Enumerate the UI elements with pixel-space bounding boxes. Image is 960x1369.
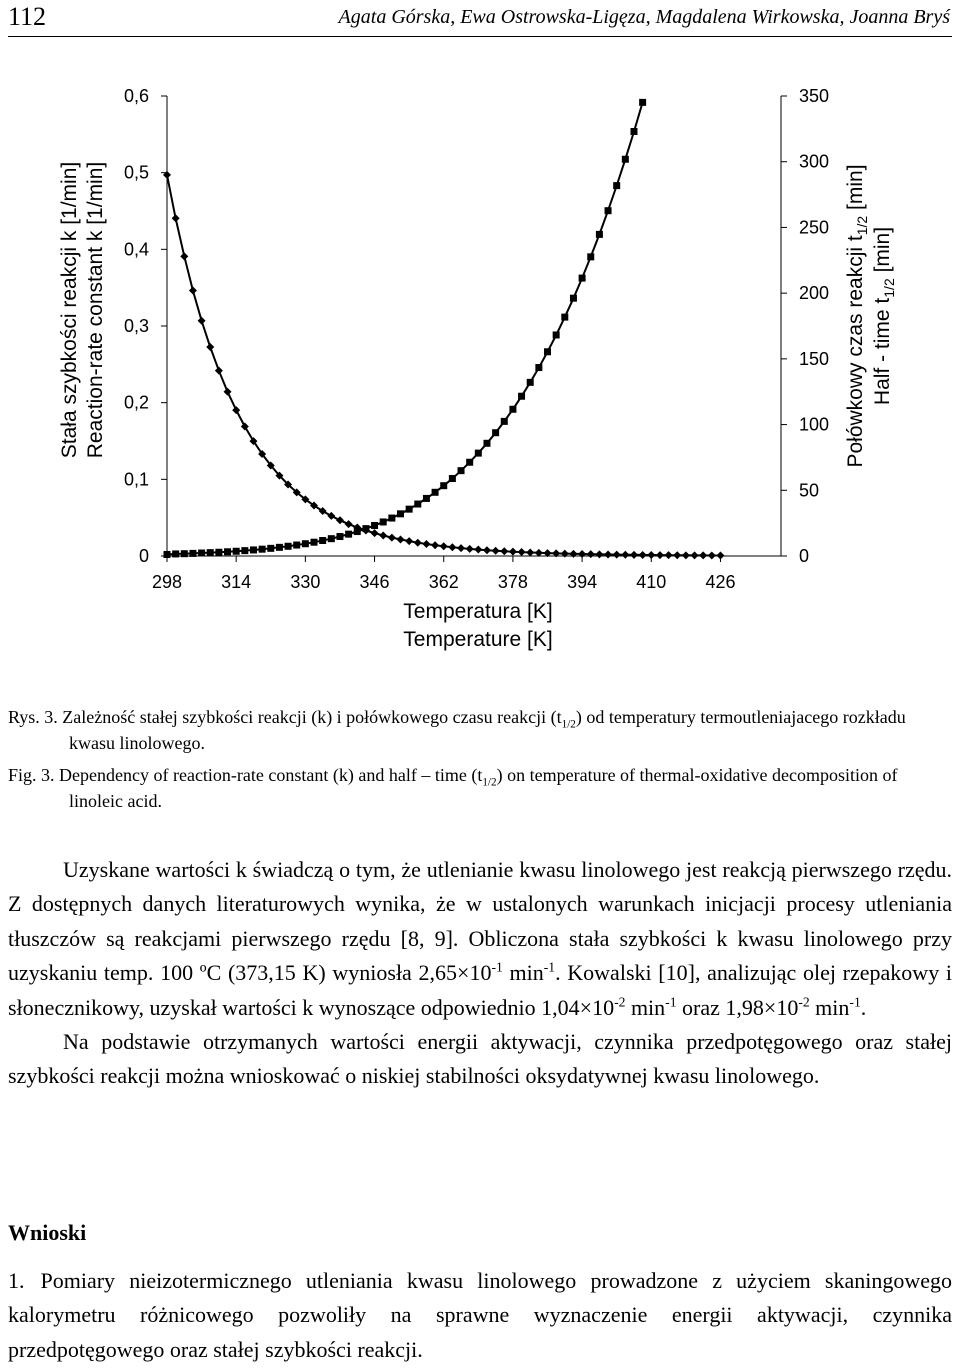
caption-pl: Rys. 3. Zależność stałej szybkości reakcji (k) i połówkowego czasu reakcji $(t_{1/2})$ od temperatury termoutleniajacego rozkładu kwasu linolowego. (8, 707, 906, 753)
square-marker (285, 543, 292, 550)
diamond-marker (345, 520, 353, 528)
square-marker (440, 482, 447, 489)
x-tick-label: 378 (497, 572, 528, 592)
x-tick-label: 330 (290, 572, 321, 592)
y-right-tick-label: 0 (799, 546, 810, 566)
diamond-marker (440, 542, 448, 550)
diamond-marker (587, 550, 595, 558)
conclusion-item (8, 1264, 952, 1367)
square-marker (596, 231, 603, 238)
diamond-marker (708, 551, 716, 559)
square-marker (328, 535, 335, 542)
diamond-marker (578, 550, 586, 558)
diamond-marker (630, 551, 638, 559)
square-marker (164, 551, 171, 558)
square-marker (276, 544, 283, 551)
running-authors: Agata Górska, Ewa Ostrowska-Ligęza, Magdalena Wirkowska, Joanna Bryś (338, 6, 950, 28)
series-markers (163, 99, 724, 560)
right-y-axis-label-en: Half - time $t_{1/2}$ [min] (871, 226, 897, 406)
diamond-marker (691, 551, 699, 559)
square-marker (492, 429, 499, 436)
square-marker (267, 545, 274, 552)
diamond-marker (198, 317, 206, 325)
section-heading: Wnioski (8, 1220, 87, 1245)
diamond-marker (172, 214, 180, 222)
chart-axes (167, 96, 781, 556)
x-tick-label: 298 (151, 572, 183, 592)
square-marker (605, 207, 612, 214)
diamond-marker (656, 551, 664, 559)
body-text (8, 853, 952, 1094)
y-left-tick-label: 0,6 (123, 86, 149, 106)
square-marker (293, 542, 300, 549)
diamond-marker (379, 531, 387, 539)
square-marker (181, 550, 188, 557)
tick-labels (124, 86, 829, 592)
square-marker (233, 548, 240, 555)
y-left-tick-label: 0,5 (123, 162, 149, 183)
square-marker (527, 379, 534, 386)
square-marker (406, 506, 413, 513)
y-left-tick-label: 0,3 (123, 316, 149, 336)
y-left-tick-label: 0 (138, 546, 149, 566)
x-tick-label: 314 (221, 572, 252, 592)
x-tick-label: 394 (567, 572, 598, 592)
square-marker (250, 546, 257, 553)
square-marker (561, 314, 568, 321)
series-line-2 (167, 102, 643, 554)
square-marker (483, 440, 490, 447)
square-marker (311, 539, 318, 546)
figure-captions (8, 704, 954, 814)
square-marker (207, 549, 214, 556)
diamond-marker (388, 534, 396, 542)
diamond-marker (483, 546, 491, 554)
diamond-marker (673, 551, 681, 559)
diamond-marker (232, 406, 240, 414)
diamond-marker (189, 287, 197, 295)
diamond-marker (682, 551, 690, 559)
diamond-marker (422, 540, 430, 548)
y-right-tick-label: 50 (799, 480, 820, 501)
diamond-marker (448, 543, 456, 551)
left-y-axis-label-pl: Stała szybkości reakcji k [1/min] (58, 161, 81, 459)
square-marker (579, 275, 586, 282)
y-left-tick-label: 0,2 (123, 392, 149, 413)
square-marker (215, 549, 222, 556)
y-right-tick-label: 200 (799, 283, 830, 304)
right-y-axis-label-pl: Połówkowy czas reakcji $t_{1/2}$ [min] (844, 164, 870, 468)
caption-en: Fig. 3. Dependency of reaction-rate constant (k) and half – time $(t_{1/2})$ on temperature of thermal-oxidative decomposition of linoleic acid. (8, 765, 898, 811)
square-marker (172, 550, 179, 557)
square-marker (501, 418, 508, 425)
square-marker (570, 295, 577, 302)
x-axis-label-en: Temperature [K] (403, 628, 553, 651)
diamond-marker (336, 516, 344, 524)
square-marker (397, 510, 404, 517)
square-marker (553, 331, 560, 338)
y-right-tick-label: 300 (799, 151, 830, 172)
square-marker (449, 475, 456, 482)
x-tick-label: 362 (428, 572, 459, 592)
conclusion-text: Pomiary nieizotermicznego utleniania kwasu linolowego prowadzone z użyciem skaningowego kalorymetru różnicowego pozwoliły na sprawne wyznaczenie energii aktywacji, czynnika przedpotęgowego oraz stałej szybkości reakcji. (8, 1268, 952, 1362)
y-right-tick-label: 250 (799, 217, 830, 238)
y-left-tick-label: 0,1 (123, 469, 149, 490)
y-right-tick-label: 350 (799, 86, 830, 106)
square-marker (509, 406, 516, 413)
square-marker (354, 528, 361, 535)
square-marker (380, 518, 387, 525)
square-marker (535, 364, 542, 371)
square-marker (189, 550, 196, 557)
diamond-marker (414, 539, 422, 547)
diamond-marker (474, 546, 482, 554)
square-marker (241, 547, 248, 554)
diamond-marker (396, 535, 404, 543)
diamond-marker (206, 343, 214, 351)
square-marker (622, 156, 629, 163)
diamond-marker (371, 529, 379, 537)
diamond-marker (604, 550, 612, 558)
diamond-marker (518, 548, 526, 556)
square-marker (388, 515, 395, 522)
diamond-marker (215, 367, 223, 375)
diamond-marker (665, 551, 673, 559)
square-marker (345, 531, 352, 538)
square-marker (544, 348, 551, 355)
diamond-marker (180, 252, 188, 260)
paragraph-2: Na podstawie otrzymanych wartości energii aktywacji, czynnika przedpotęgowego oraz stałej szybkości reakcji można wnioskować o niskiej stabilności oksydatywnej kwasu linolowego. (8, 1029, 952, 1089)
diamond-marker (509, 548, 517, 556)
square-marker (259, 546, 266, 553)
diamond-marker (405, 537, 413, 545)
square-marker (224, 548, 231, 555)
y-right-tick-label: 150 (799, 348, 830, 369)
square-marker (458, 467, 465, 474)
square-marker (362, 525, 369, 532)
diamond-marker (500, 547, 508, 555)
square-marker (198, 550, 205, 557)
diamond-marker (466, 545, 474, 553)
square-marker (587, 253, 594, 260)
diamond-marker (647, 551, 655, 559)
square-marker (336, 533, 343, 540)
diamond-marker (492, 547, 500, 555)
diamond-marker (699, 551, 707, 559)
y-right-tick-label: 100 (799, 414, 830, 435)
rate-constant-halftime-chart (0, 60, 960, 670)
diamond-marker (327, 512, 335, 520)
x-tick-label: 426 (705, 572, 736, 592)
square-marker (423, 495, 430, 502)
series-line-1 (167, 175, 721, 556)
diamond-marker (431, 541, 439, 549)
diamond-marker (613, 551, 621, 559)
square-marker (302, 540, 309, 547)
x-axis-label-pl: Temperatura [K] (403, 600, 553, 623)
diamond-marker (457, 544, 465, 552)
diamond-marker (163, 171, 171, 179)
y-left-tick-label: 0,4 (123, 239, 149, 260)
diamond-marker (716, 552, 724, 560)
diamond-marker (224, 388, 232, 396)
square-marker (414, 501, 421, 508)
square-marker (639, 99, 646, 106)
x-tick-label: 346 (359, 572, 390, 592)
square-marker (319, 537, 326, 544)
axis-ticks (161, 96, 787, 562)
square-marker (371, 522, 378, 529)
square-marker (518, 393, 525, 400)
paragraph-1: Uzyskane wartości k świadczą o tym, że utlenianie kwasu linolowego jest reakcją pierwszego rzędu. Z dostępnych danych literaturowych wynika, że w ustalonych warunkach inicjacji procesy utleniania tłuszczów są reakcjami pierwszego rzędu [8, 9]. Obliczona stała szybkości k kwasu linolowego przy uzyskaniu temp. 100 ºC (373,15 K) wyniosła $2,65\times 10^{-1}$ $\min^{-1}$. Kowalski [10], analizując olej rzepakowy i słonecznikowy, uzyskał wartości k wynoszące odpowiednio $1,04\times 10^{-2}$ $\min^{-1}$ oraz $1,98\times 10^{-2}$ $\min^{-1}$. (8, 857, 953, 1020)
square-marker (475, 450, 482, 457)
square-marker (613, 182, 620, 189)
diamond-marker (621, 551, 629, 559)
page-header (8, 2, 952, 37)
square-marker (630, 128, 637, 135)
square-marker (432, 489, 439, 496)
diamond-marker (639, 551, 647, 559)
x-tick-label: 410 (636, 572, 667, 592)
diamond-marker (569, 550, 577, 558)
diamond-marker (595, 550, 603, 558)
square-marker (466, 459, 473, 466)
left-y-axis-label-en: Reaction-rate constant k [1/min] (84, 161, 107, 459)
page-number: 112 (8, 2, 47, 31)
conclusion-number: 1. (8, 1268, 25, 1293)
diamond-marker (526, 548, 534, 556)
